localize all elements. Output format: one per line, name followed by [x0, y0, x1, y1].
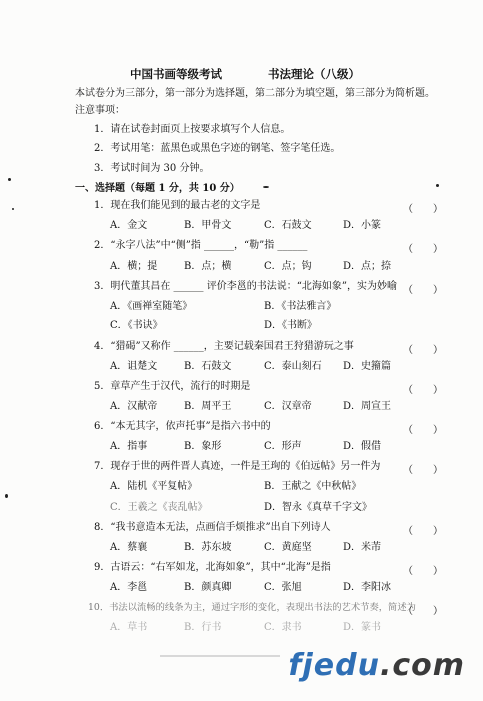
faint-footer-line — [160, 655, 280, 657]
q10-option-c: C．隶书 — [264, 622, 302, 633]
note-2: 2．考试用笔：蓝黑色或黑色字迹的钢笔、签字笔任选。 — [94, 143, 341, 154]
q8-option-d: D．米芾 — [343, 542, 382, 553]
watermark-part1: fjedu — [288, 648, 380, 683]
answer-blank-1: （ ） — [403, 204, 443, 215]
q7-option-c: C．王羲之《丧乱帖》 — [110, 502, 208, 513]
q1-option-c: C．石鼓文 — [264, 220, 312, 231]
q1-option-a: A．金文 — [110, 220, 148, 231]
q3-option-d: D．《书断》 — [264, 320, 318, 331]
q3-option-b: B．《书法雅言》 — [264, 301, 337, 312]
scan-mark — [5, 494, 8, 498]
q6-option-a: A．指事 — [110, 441, 148, 452]
question-1: 1．现在我们能见到的最古老的文字是 — [94, 200, 261, 211]
q9-option-b: B．颜真卿 — [184, 582, 232, 593]
notes-label: 注意事项： — [75, 105, 125, 116]
exam-subtitle: 书法理论（八级） — [268, 67, 360, 81]
q6-option-d: D．假借 — [343, 441, 382, 452]
exam-title: 中国书画等级考试 — [130, 67, 222, 81]
question-4: 4．“猎碣”又称作 ______，主要记载秦国君王狩猎游玩之事 — [94, 341, 354, 352]
q10-option-d: D．篆书 — [343, 622, 382, 633]
answer-blank-2: （ ） — [403, 244, 443, 255]
scan-mark — [8, 178, 11, 181]
note-1: 1．请在试卷封面页上按要求填写个人信息。 — [94, 124, 291, 135]
q7-option-d: D．智永《真草千字文》 — [264, 502, 373, 513]
scan-mark — [12, 208, 14, 210]
q6-option-b: B．象形 — [184, 441, 222, 452]
question-9: 9．古语云：“右军如龙，北海如象”，其中“北海”是指 — [94, 562, 331, 573]
q5-option-c: C．汉章帝 — [264, 401, 312, 412]
answer-blank-8: （ ） — [403, 526, 443, 537]
q2-option-b: B．点；横 — [184, 261, 232, 272]
question-10: 10．书法以流畅的线条为主，通过字形的变化，表现出书法的艺术节奏，简述为 — [88, 602, 416, 613]
note-3: 3．考试时间为 30 分钟。 — [94, 163, 210, 174]
q1-option-b: B．甲骨文 — [184, 220, 232, 231]
intro-line: 本试卷分为三部分，第一部分为选择题，第二部分为填空题，第三部分为简析题。 — [75, 88, 435, 99]
answer-blank-9: （ ） — [403, 566, 443, 577]
q2-option-d: D．点；捺 — [343, 261, 392, 272]
watermark-part2: .com — [379, 648, 465, 683]
question-7: 7．现存于世的两件晋人真迹，一件是王珣的《伯远帖》另一件为 — [94, 461, 381, 472]
answer-blank-5: （ ） — [403, 385, 443, 396]
q9-option-d: D．李阳冰 — [343, 582, 392, 593]
q8-option-a: A．蔡襄 — [110, 542, 148, 553]
q3-option-a: A．《画禅室随笔》 — [110, 301, 193, 312]
q3-option-c: C．《书诀》 — [110, 320, 163, 331]
question-2: 2．“永字八法”中“侧”指 ______，“勒”指 ______ — [94, 240, 308, 251]
q7-option-a: A．陆机《平复帖》 — [110, 481, 198, 492]
q9-option-a: A．李邕 — [110, 582, 148, 593]
q4-option-a: A．诅楚文 — [110, 361, 158, 372]
question-6: 6．“本无其字，依声托事”是指六书中的 — [94, 421, 271, 432]
question-5: 5．章草产生于汉代，流行的时期是 — [94, 381, 251, 392]
q8-option-c: C．黄庭坚 — [264, 542, 312, 553]
section-heading: 一、选择题（每题 1 分，共 10 分） — [75, 183, 240, 194]
scan-mark — [263, 186, 269, 188]
q2-option-c: C．点；钩 — [264, 261, 312, 272]
answer-blank-7: （ ） — [403, 465, 443, 476]
q2-option-a: A．横；提 — [110, 261, 158, 272]
answer-blank-6: （ ） — [403, 425, 443, 436]
q5-option-d: D．周宣王 — [343, 401, 392, 412]
q9-option-c: C．张旭 — [264, 582, 302, 593]
q5-option-b: B．周平王 — [184, 401, 232, 412]
answer-blank-4: （ ） — [403, 345, 443, 356]
q8-option-b: B．苏东坡 — [184, 542, 232, 553]
q5-option-a: A．汉献帝 — [110, 401, 158, 412]
watermark-logo — [288, 648, 465, 683]
q6-option-c: C．形声 — [264, 441, 302, 452]
q4-option-d: D．史籀篇 — [343, 361, 392, 372]
answer-blank-3: （ ） — [403, 285, 443, 296]
q10-option-b: B．行书 — [184, 622, 222, 633]
q4-option-c: C．泰山刻石 — [264, 361, 322, 372]
answer-blank-10: （ ） — [403, 606, 443, 617]
q10-option-a: A．草书 — [110, 622, 148, 633]
q7-option-b: B．王献之《中秋帖》 — [264, 481, 362, 492]
q1-option-d: D．小篆 — [343, 220, 382, 231]
q4-option-b: B．石鼓文 — [184, 361, 232, 372]
question-8: 8．“我书意造本无法，点画信手烦推求”出自下列诗人 — [94, 522, 331, 533]
question-3: 3．明代董其昌在 ______ 评价李邕的书法说：“北海如象”，实为妙喻 — [94, 281, 397, 292]
scan-mark — [436, 184, 439, 187]
